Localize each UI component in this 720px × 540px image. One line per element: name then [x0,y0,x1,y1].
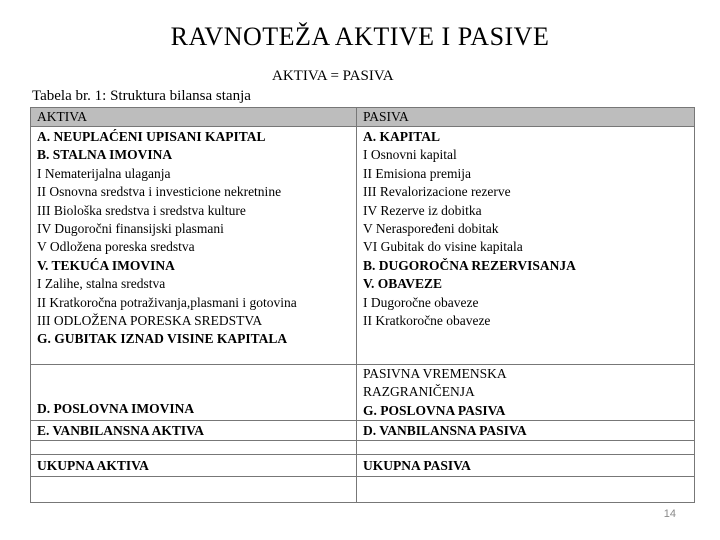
table-row-business [31,365,695,421]
pasiva-item: PASIVNA VREMENSKA [363,366,507,381]
pasiva-items-cell [357,127,695,365]
header-aktiva: AKTIVA [31,108,357,127]
pasiva-item: IV Rezerve iz dobitka [363,202,482,218]
aktiva-item: IV Dugoročni finansijski plasmani [37,221,224,237]
table-row-main-items [31,127,695,365]
empty-cell [357,441,695,455]
vanbilansna-aktiva-cell: E. VANBILANSNA AKTIVA [31,421,357,441]
aktiva-item: A. NEUPLAĆENI UPISANI KAPITAL [37,129,266,144]
balance-sheet-table [30,107,695,503]
table-row-totals [31,455,695,477]
aktiva-item: I Nematerijalna ulaganja [37,165,171,181]
aktiva-item: B. STALNA IMOVINA [37,147,173,163]
page-number: 14 [663,508,676,520]
pasiva-item: II Emisiona premija [363,165,471,181]
aktiva-item: V Odložena poreska sredstva [37,239,195,255]
pasiva-razgranicenja-cell [357,365,695,421]
table-row-off-balance [31,421,695,441]
aktiva-item: G. GUBITAK IZNAD VISINE KAPITALA [37,331,288,347]
aktiva-items-cell [31,127,357,365]
vanbilansna-pasiva-cell: D. VANBILANSNA PASIVA [357,421,695,441]
table-row-empty [31,477,695,503]
pasiva-item: VI Gubitak do visine kapitala [363,239,523,255]
pasiva-item: RAZGRANIČENJA [363,384,475,400]
balance-equation: AKTIVA = PASIVA [272,68,394,84]
ukupna-aktiva-cell: UKUPNA AKTIVA [31,455,357,477]
pasiva-item: G. POSLOVNA PASIVA [363,402,506,418]
aktiva-item: I Zalihe, stalna sredstva [37,276,166,292]
aktiva-item: II Osnovna sredstva i investicione nekretnine [37,184,282,200]
pasiva-item: I Osnovni kapital [363,147,457,163]
table-row-spacer [31,441,695,455]
aktiva-item: V. TEKUĆA IMOVINA [37,257,175,273]
pasiva-item: V. OBAVEZE [363,276,443,292]
slide-title: RAVNOTEŽA AKTIVE I PASIVE [170,22,550,51]
aktiva-item: III Biološka sredstva i sredstva kulture [37,202,246,218]
ukupna-pasiva-cell: UKUPNA PASIVA [357,455,695,477]
pasiva-item: I Dugoročne obaveze [363,294,479,310]
empty-cell [31,477,357,503]
empty-cell [357,477,695,503]
pasiva-item: B. DUGOROČNA REZERVISANJA [363,257,576,273]
aktiva-item: II Kratkoročna potraživanja,plasmani i gotovina [37,294,297,310]
aktiva-item: III ODLOŽENA PORESKA SREDSTVA [37,313,263,329]
pasiva-item: V Neraspoređeni dobitak [363,221,499,237]
pasiva-item: III Revalorizacione rezerve [363,184,511,200]
table-header-row [31,108,695,127]
poslovna-imovina-cell [31,365,357,421]
empty-cell [31,441,357,455]
header-pasiva: PASIVA [357,108,695,127]
table-caption: Tabela br. 1: Struktura bilansa stanja [32,88,251,104]
pasiva-item: A. KAPITAL [363,129,441,144]
aktiva-item: D. POSLOVNA IMOVINA [37,400,195,416]
pasiva-item: II Kratkoročne obaveze [363,313,491,329]
